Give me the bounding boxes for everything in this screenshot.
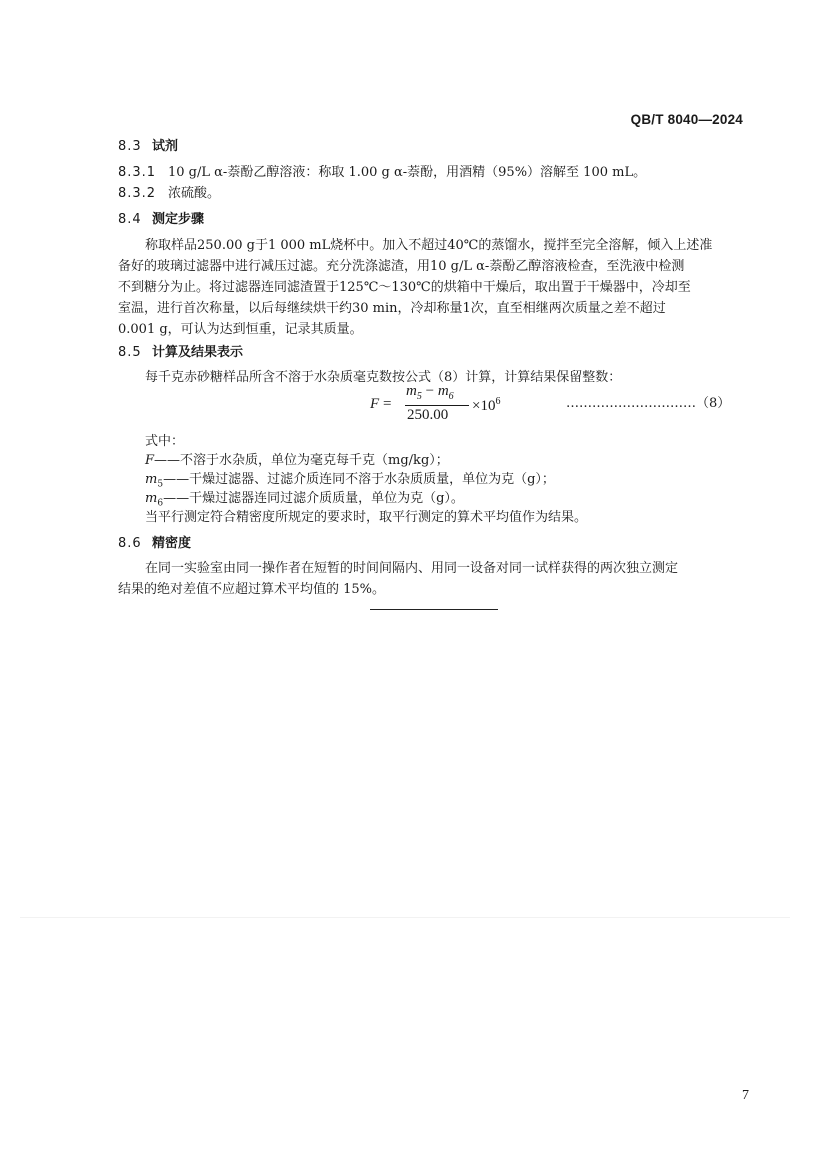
procedure-line: 0.001 g，可认为达到恒重，记录其质量。 <box>118 322 363 337</box>
subsection-number: 8.3.2 <box>118 186 157 201</box>
variable-definition-f: F——不溶于水杂质，单位为毫克每千克（mg/kg）； <box>145 453 449 468</box>
precision-line: 结果的绝对差值不应超过算术平均值的 15%。 <box>118 582 386 597</box>
subsection-8-3-1 <box>118 161 646 180</box>
end-rule <box>370 609 498 610</box>
formula-denominator: 250.00 <box>407 407 449 423</box>
precision-line: 在同一实验室由同一操作者在短暂的时间间隔内、用同一设备对同一试样获得的两次独立测定 <box>145 561 679 576</box>
procedure-line: 室温，进行首次称量，以后每继续烘干约30 min，冷却称量1次，直至相继两次质量之差不超过 <box>118 301 666 316</box>
section-number: 8.5 <box>118 345 142 360</box>
result-note: 当平行测定符合精密度所规定的要求时，取平行测定的算术平均值作为结果。 <box>145 510 588 525</box>
section-number: 8.3 <box>118 139 142 154</box>
procedure-line: 不到糖分为止。将过滤器连同滤渣置于125℃～130℃的烘箱中干燥后，取出置于干燥器中，冷却至 <box>118 280 691 295</box>
procedure-line: 称取样品250.00 g于1 000 mL烧杯中。加入不超过40℃的蒸馏水，搅拌至完全溶解，倾入上述准 <box>145 238 713 253</box>
formula-equals: = <box>383 396 392 412</box>
formula-multiplier: $\times 10^6$ <box>472 396 501 414</box>
section-title: 试剂 <box>152 139 179 154</box>
section-title: 计算及结果表示 <box>152 345 244 360</box>
formula-lhs: F <box>370 396 380 412</box>
standard-code: QB/T 8040—2024 <box>630 112 743 127</box>
section-heading-8-6 <box>118 532 191 551</box>
section-number: 8.6 <box>118 536 142 551</box>
variable-definition-m6: $m_6——$干燥过滤器连同过滤介质质量，单位为克（g）。 <box>145 491 464 509</box>
where-label: 式中： <box>145 434 185 449</box>
subsection-number: 8.3.1 <box>118 165 157 180</box>
subsection-text: 浓硫酸。 <box>168 186 221 201</box>
section-title: 精密度 <box>152 536 192 551</box>
section-heading-8-5 <box>118 341 243 360</box>
page-number: 7 <box>742 1088 749 1103</box>
procedure-line: 备好的玻璃过滤器中进行减压过滤。充分洗涤滤渣，用10 g/L α-萘酚乙醇溶液检查，至洗液中检测 <box>118 259 685 274</box>
scan-fold-line <box>20 917 790 918</box>
variable-definition-m5: $m_5——$干燥过滤器、过滤介质连同不溶于水杂质质量，单位为克（g）； <box>145 472 555 490</box>
section-number: 8.4 <box>118 212 142 227</box>
formula-8 <box>370 383 570 433</box>
subsection-8-3-2 <box>118 182 220 201</box>
equation-number: …………………………（8） <box>566 396 731 411</box>
section-title: 测定步骤 <box>152 212 205 227</box>
calculation-intro: 每千克赤砂糖样品所含不溶于水杂质毫克数按公式（8）计算，计算结果保留整数： <box>145 370 622 385</box>
subsection-text: 10 g/L α-萘酚乙醇溶液：称取 1.00 g α-萘酚，用酒精（95%）溶解至 100 mL。 <box>168 165 647 180</box>
section-heading-8-3 <box>118 135 178 154</box>
formula-numerator: $m_5 - m_6$ <box>406 383 454 402</box>
fraction-bar <box>405 405 469 406</box>
section-heading-8-4 <box>118 208 204 227</box>
